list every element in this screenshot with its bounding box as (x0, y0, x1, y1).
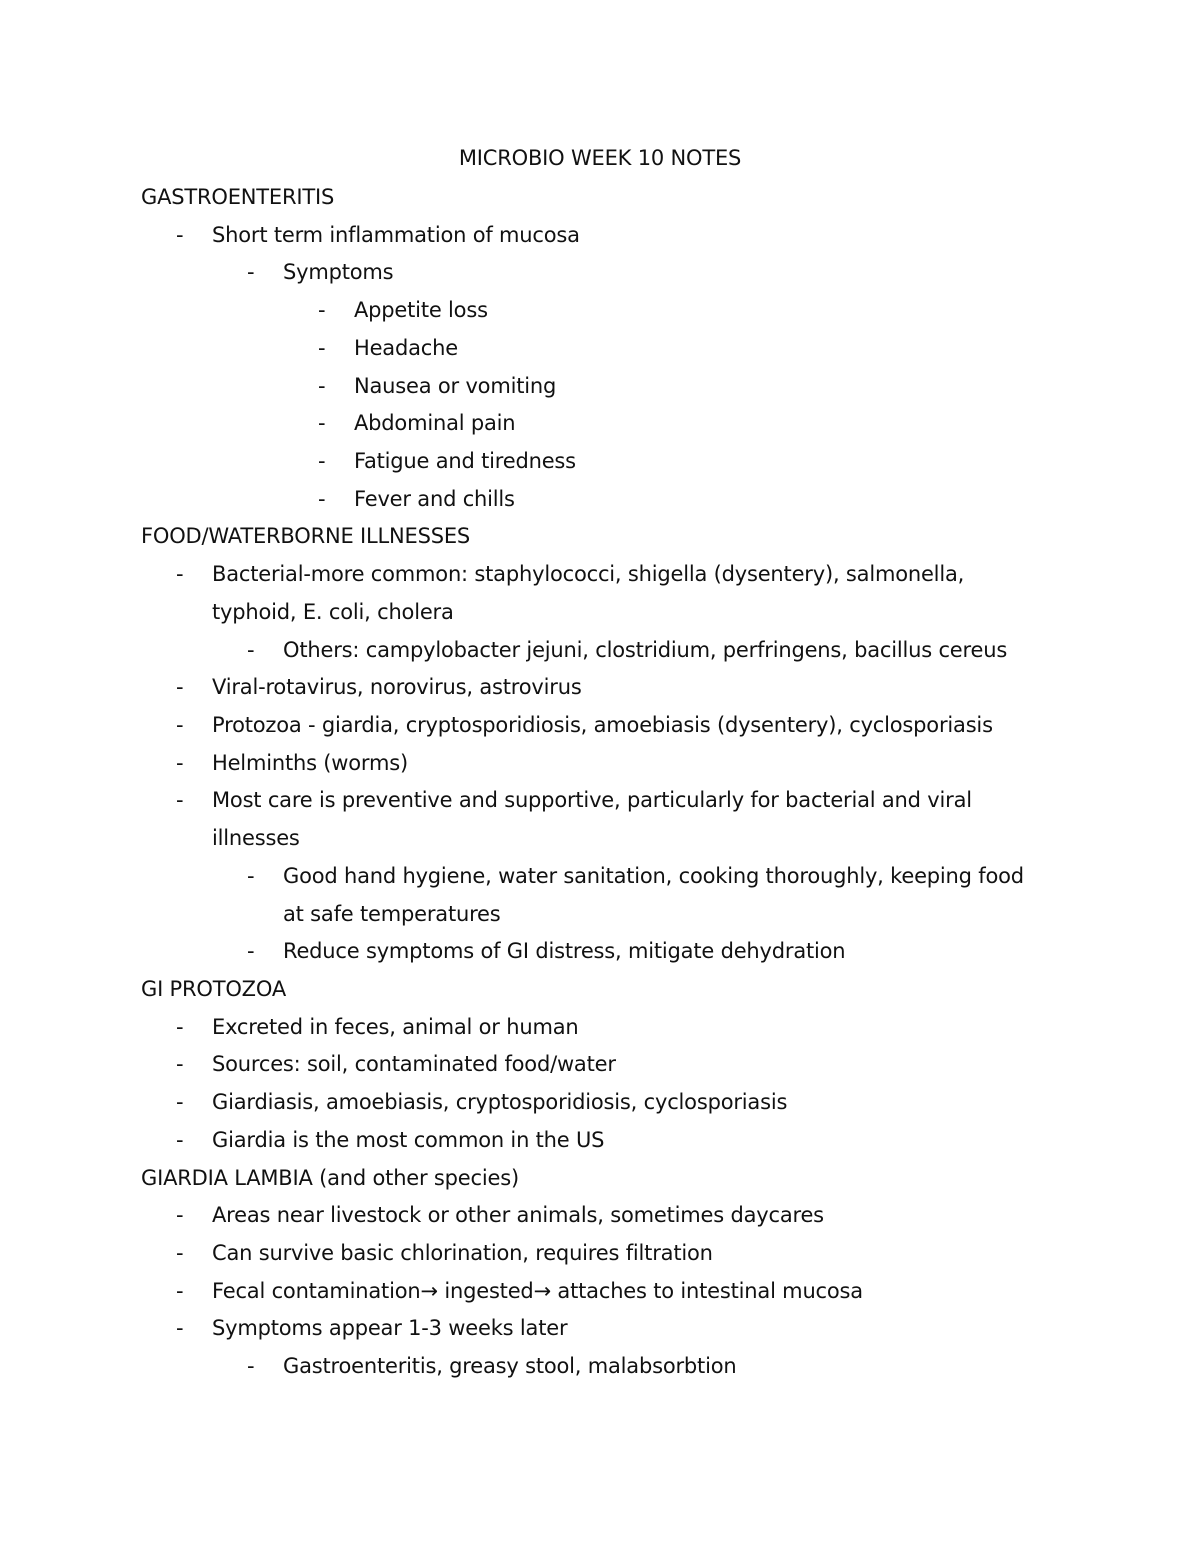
list-item: Helminths (worms) (212, 751, 408, 775)
list-item: Gastroenteritis, greasy stool, malabsorbtion (283, 1354, 737, 1378)
list-item: Symptoms appear 1-3 weeks later (212, 1316, 568, 1340)
list-item: Nausea or vomiting (354, 374, 557, 398)
bullet-dash: - (176, 675, 184, 699)
list-item: Fever and chills (354, 487, 515, 511)
list-item: Giardia is the most common in the US (212, 1128, 605, 1152)
bullet-dash: - (176, 713, 184, 737)
bullet-dash: - (318, 449, 326, 473)
bullet-dash: - (176, 223, 184, 247)
bullet-dash: - (176, 788, 184, 812)
list-item: Headache (354, 336, 458, 360)
list-item: Reduce symptoms of GI distress, mitigate dehydration (283, 939, 846, 963)
bullet-dash: - (176, 1128, 184, 1152)
bullet-dash: - (247, 864, 255, 888)
list-item: Areas near livestock or other animals, sometimes daycares (212, 1203, 824, 1227)
bullet-dash: - (247, 939, 255, 963)
list-item: Giardiasis, amoebiasis, cryptosporidiosis, cyclosporiasis (212, 1090, 788, 1114)
list-item: Fecal contamination→ ingested→ attaches to intestinal mucosa (212, 1279, 863, 1303)
bullet-dash: - (247, 638, 255, 662)
bullet-dash: - (318, 411, 326, 435)
list-item: Viral-rotavirus, norovirus, astrovirus (212, 675, 582, 699)
bullet-dash: - (247, 1354, 255, 1378)
list-item: Protozoa - giardia, cryptosporidiosis, amoebiasis (dysentery), cyclosporiasis (212, 713, 993, 737)
bullet-dash: - (176, 1316, 184, 1340)
list-item: Good hand hygiene, water sanitation, cooking thoroughly, keeping food (283, 864, 1024, 888)
list-item: Fatigue and tiredness (354, 449, 576, 473)
list-item-continuation: illnesses (212, 826, 300, 850)
list-item-continuation: typhoid, E. coli, cholera (212, 600, 454, 624)
list-item: Sources: soil, contaminated food/water (212, 1052, 616, 1076)
list-item: Most care is preventive and supportive, particularly for bacterial and viral (212, 788, 972, 812)
list-item: Others: campylobacter jejuni, clostridium, perfringens, bacillus cereus (283, 638, 1008, 662)
bullet-dash: - (176, 1052, 184, 1076)
list-item-continuation: at safe temperatures (283, 902, 501, 926)
list-item: Excreted in feces, animal or human (212, 1015, 579, 1039)
list-item: Symptoms (283, 260, 394, 284)
bullet-dash: - (176, 1203, 184, 1227)
list-item: Bacterial-more common: staphylococci, shigella (dysentery), salmonella, (212, 562, 965, 586)
bullet-dash: - (318, 336, 326, 360)
section-heading-food-waterborne: FOOD/WATERBORNE ILLNESSES (141, 524, 471, 548)
bullet-dash: - (176, 562, 184, 586)
bullet-dash: - (176, 751, 184, 775)
bullet-dash: - (176, 1090, 184, 1114)
list-item: Appetite loss (354, 298, 488, 322)
list-item: Abdominal pain (354, 411, 516, 435)
bullet-dash: - (176, 1015, 184, 1039)
section-heading-giardia-lambia: GIARDIA LAMBIA (and other species) (141, 1166, 519, 1190)
document-title: MICROBIO WEEK 10 NOTES (458, 146, 742, 170)
bullet-dash: - (247, 260, 255, 284)
section-heading-gastroenteritis: GASTROENTERITIS (141, 185, 335, 209)
bullet-dash: - (176, 1279, 184, 1303)
bullet-dash: - (318, 374, 326, 398)
list-item: Can survive basic chlorination, requires filtration (212, 1241, 713, 1265)
bullet-dash: - (176, 1241, 184, 1265)
bullet-dash: - (318, 487, 326, 511)
section-heading-gi-protozoa: GI PROTOZOA (141, 977, 286, 1001)
list-item: Short term inflammation of mucosa (212, 223, 580, 247)
bullet-dash: - (318, 298, 326, 322)
